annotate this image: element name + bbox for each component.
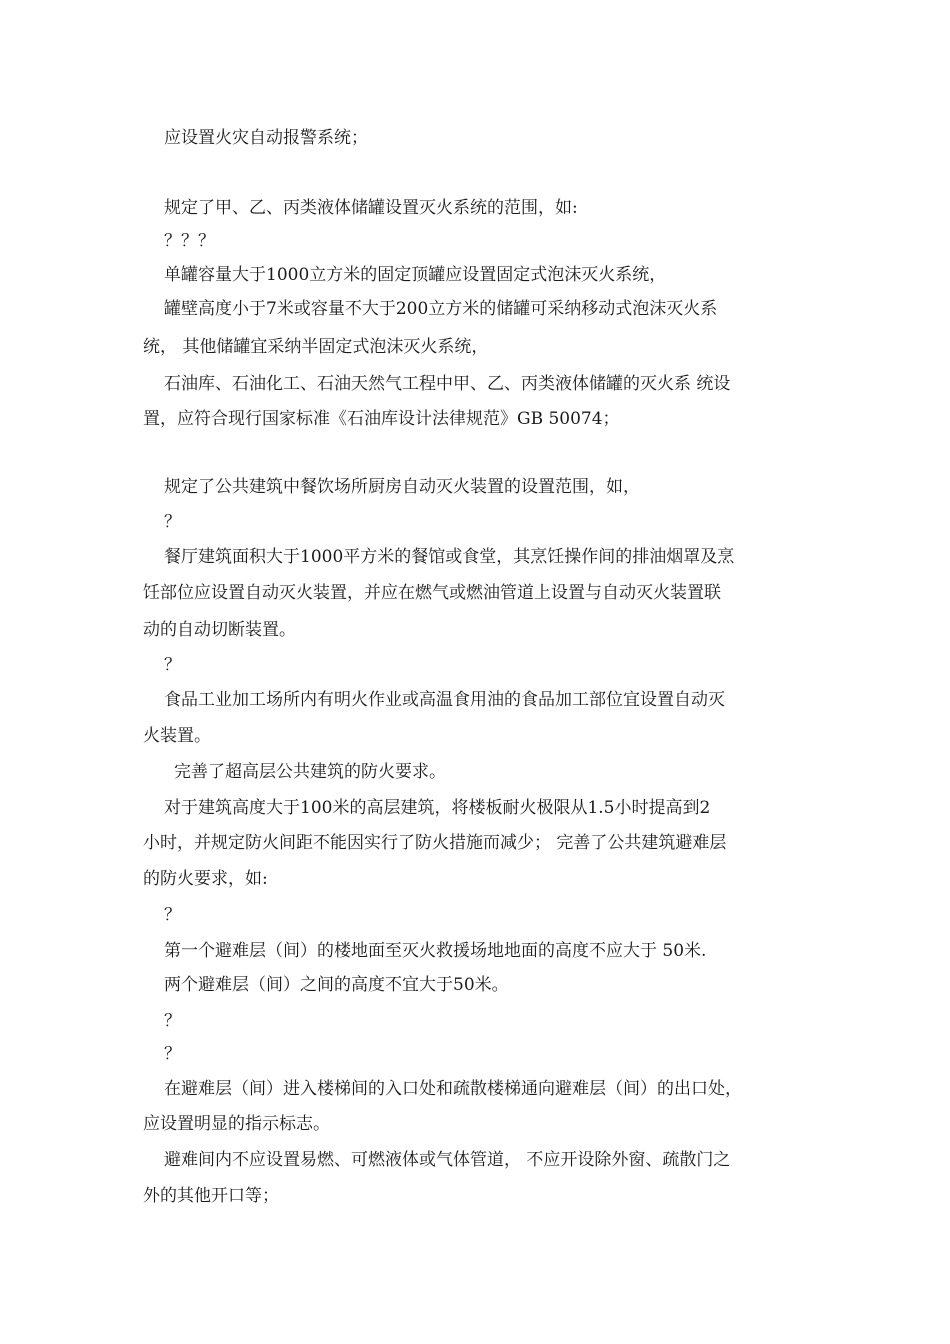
text-line: 动的自动切断装置。 — [143, 620, 296, 640]
text-line: 应设置明显的指示标志。 — [143, 1114, 330, 1134]
text-line: 外的其他开口等； — [143, 1186, 279, 1206]
text-line: 第一个避难层（间）的楼地面至灭火救援场地地面的高度不应大于 50米. — [164, 941, 707, 961]
text-line: 的防火要求，如: — [143, 869, 268, 889]
text-line: 餐厅建筑面积大于1000平方米的餐馆或食堂，其烹饪操作间的排油烟罩及烹 — [164, 547, 735, 567]
text-line: 小时，并规定防火间距不能因实行了防火措施而减少； 完善了公共建筑避难层 — [143, 833, 727, 853]
text-line: 石油库、石油化工、石油天然气工程中甲、乙、丙类液体储罐的灭火系 统设 — [164, 374, 731, 394]
text-line: ？ — [164, 655, 181, 675]
text-line: 完善了超高层公共建筑的防火要求。 — [174, 762, 446, 782]
text-line: 罐壁高度小于7米或容量不大于200立方米的储罐可采纳移动式泡沫灭火系 — [164, 299, 718, 319]
text-line: 规定了公共建筑中餐饮场所厨房自动灭火装置的设置范围，如， — [164, 477, 640, 497]
text-line: 火装置。 — [143, 726, 211, 746]
text-line: 在避难层（间）进入楼梯间的入口处和疏散楼梯通向避难层（间）的出口处， — [164, 1079, 742, 1099]
text-line: ？ — [164, 905, 181, 925]
text-line: ？ — [164, 512, 181, 532]
text-line: 避难间内不应设置易燃、可燃液体或气体管道， 不应开设除外窗、疏散门之 — [164, 1150, 731, 1170]
text-line: ？ — [164, 1044, 181, 1064]
text-line: 单罐容量大于1000立方米的固定顶罐应设置固定式泡沫灭火系统， — [164, 265, 667, 285]
text-line: 两个避难层（间）之间的高度不宜大于50米。 — [164, 975, 509, 995]
text-line: ？？？ — [164, 231, 215, 251]
text-line: ？ — [164, 1011, 181, 1031]
text-line: 规定了甲、乙、丙类液体储罐设置灭火系统的范围，如: — [164, 198, 578, 218]
text-line: 对于建筑高度大于100米的高层建筑，将楼板耐火极限从1.5小时提高到2 — [164, 798, 711, 818]
text-line: 饪部位应设置自动灭火装置，并应在燃气或燃油管道上设置与自动灭火装置联 — [143, 583, 721, 603]
text-line: 置，应符合现行国家标准《石油库设计法律规范》GB 50074； — [143, 409, 620, 429]
text-line: 食品工业加工场所内有明火作业或高温食用油的食品加工部位宜设置自动灭 — [164, 690, 725, 710]
text-line: 统， 其他储罐宜采纳半固定式泡沫灭火系统， — [143, 337, 489, 357]
text-line: 应设置火灾自动报警系统； — [164, 128, 368, 148]
